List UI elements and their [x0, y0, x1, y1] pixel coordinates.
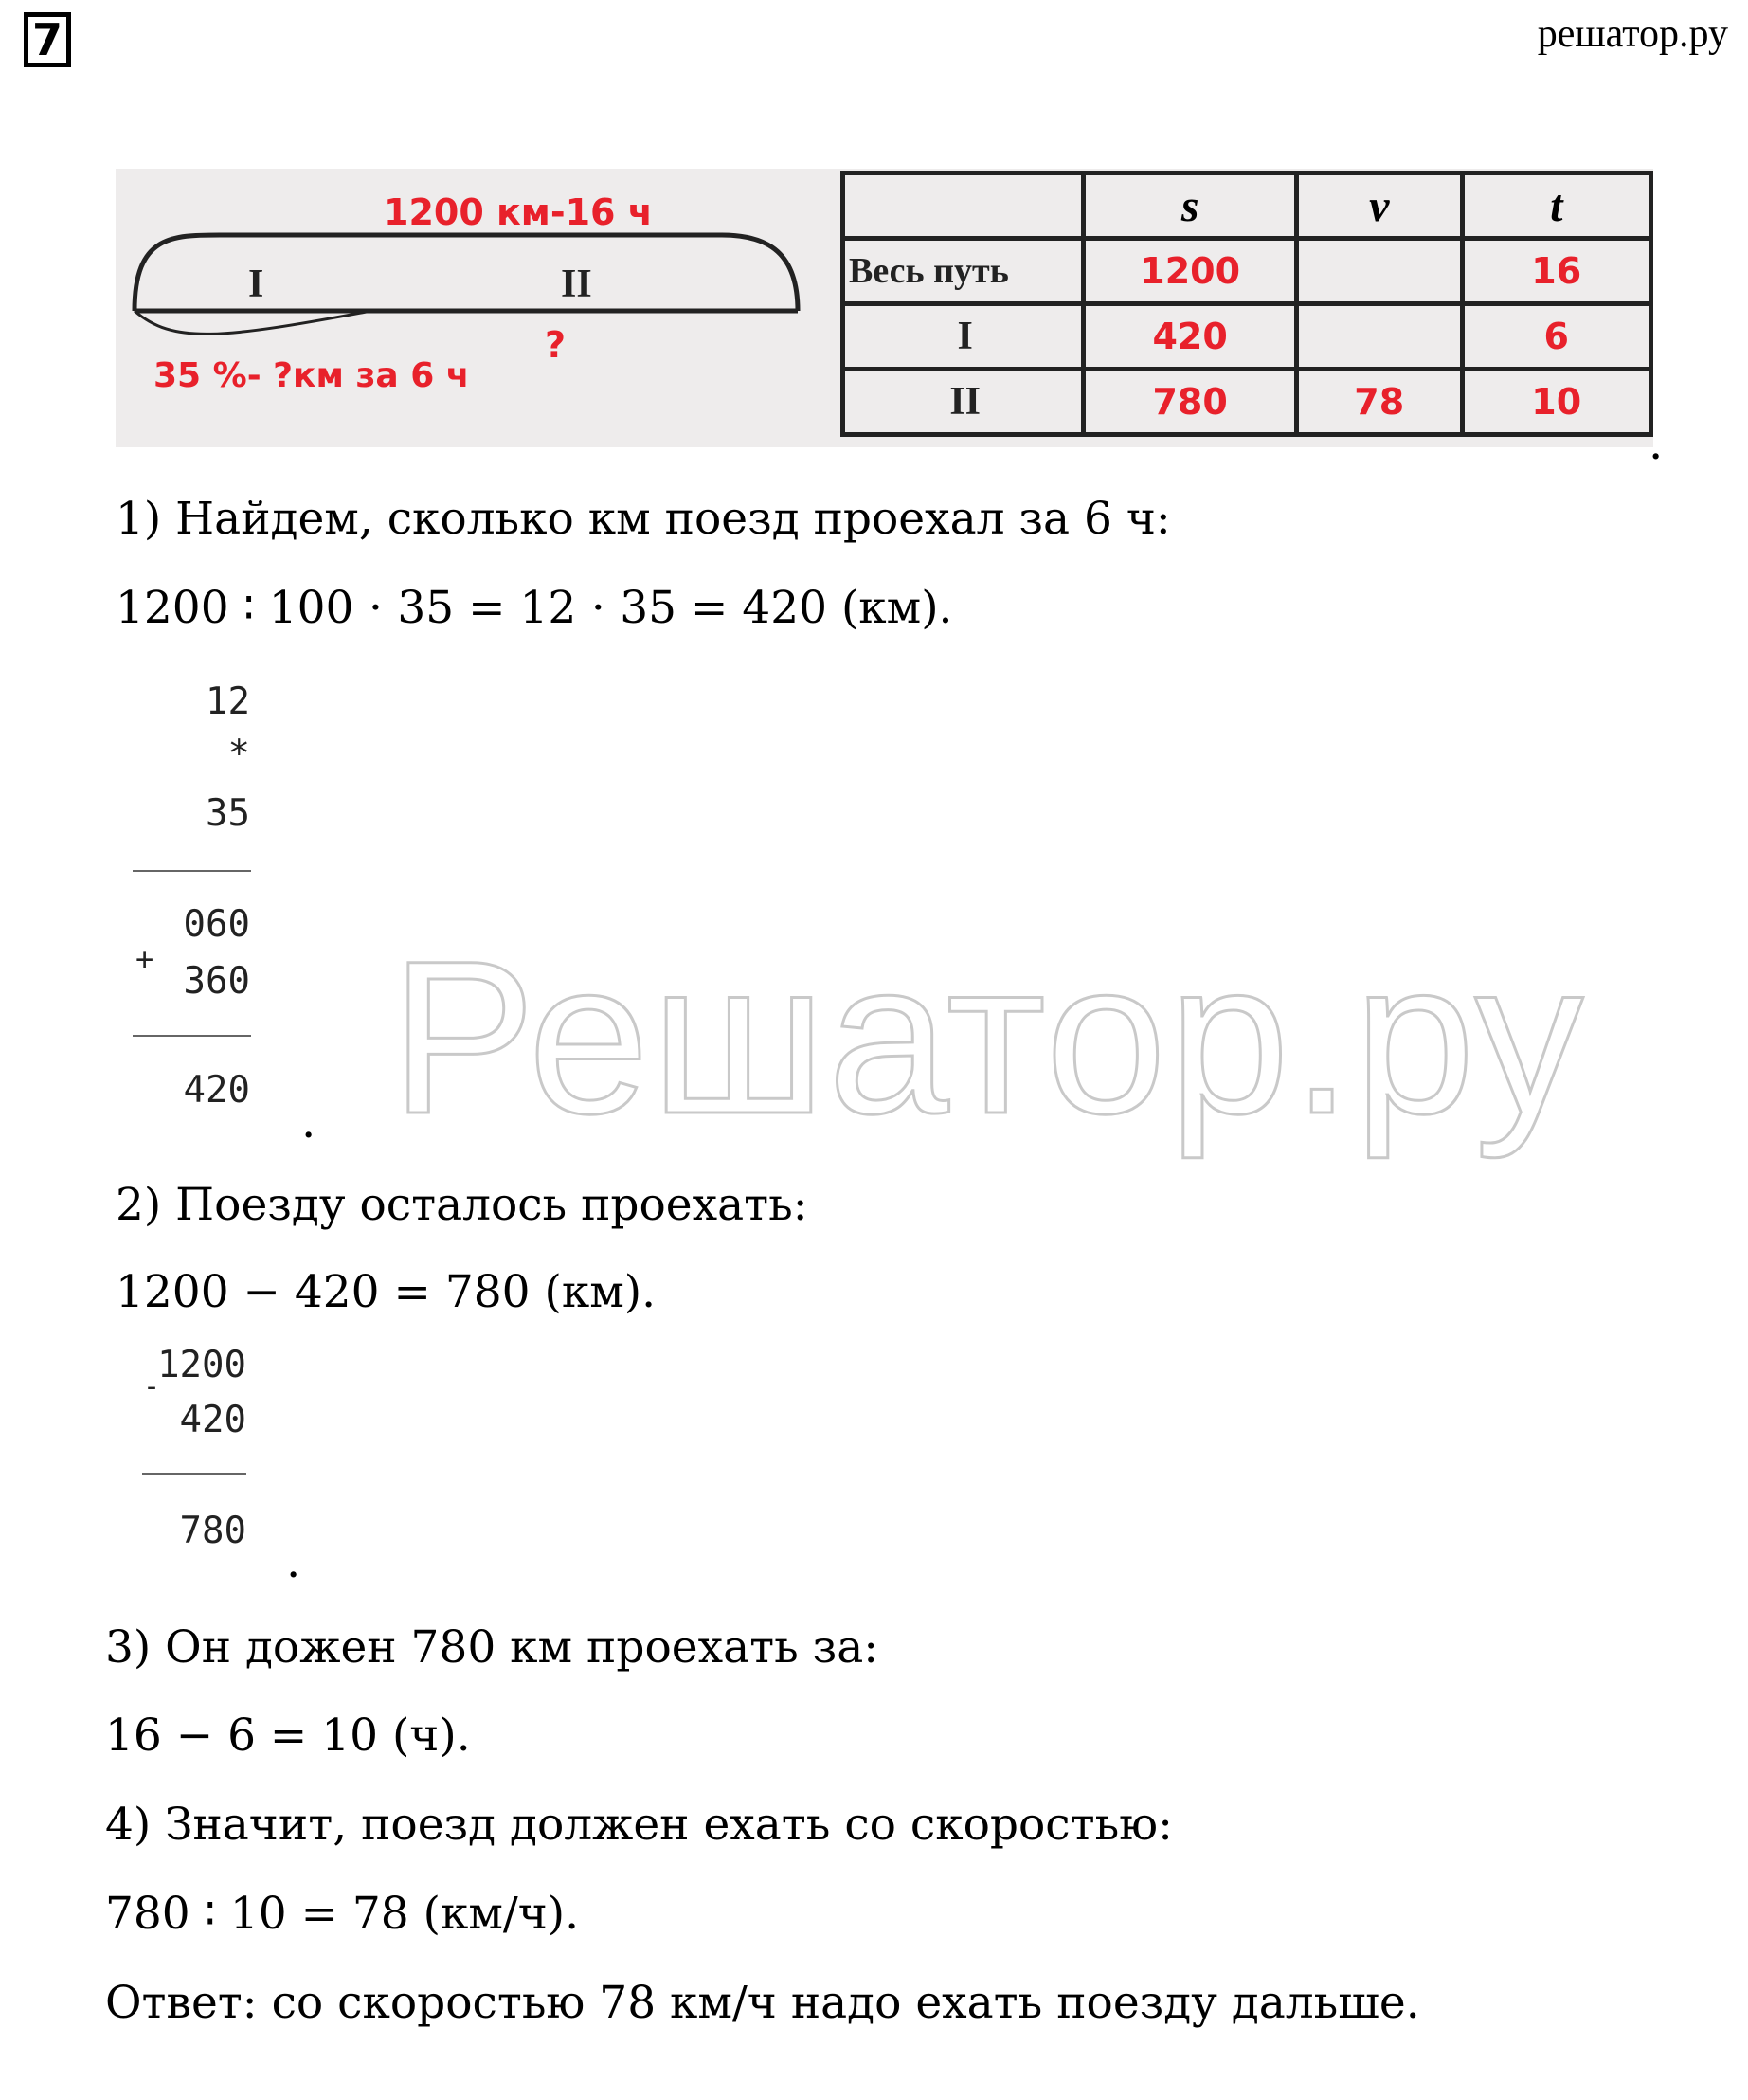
- site-name[interactable]: решатор.ру: [1537, 12, 1728, 56]
- task-number-box: 7: [24, 12, 71, 67]
- row-label: II: [843, 370, 1084, 435]
- table-row: [843, 239, 1651, 304]
- table-row: [843, 370, 1651, 435]
- total-label: 1200 км-16 ч: [384, 191, 653, 233]
- table-corner-cell: [843, 173, 1084, 239]
- mult-dot: .: [301, 1095, 316, 1149]
- mult-rule-2: [133, 1035, 251, 1037]
- watermark: Решатор.ру: [390, 915, 1586, 1159]
- step-1-expression: 1200 ∶ 100 ⋅ 35 = 12 ⋅ 35 = 420 (км).: [116, 582, 953, 634]
- scheme-image: [116, 169, 1653, 447]
- mult-factor-b: 35: [206, 792, 250, 835]
- mult-plus: +: [135, 941, 154, 977]
- row-label: I: [843, 304, 1084, 370]
- sub-result: 780: [179, 1510, 246, 1552]
- part-one-numeral: I: [248, 262, 264, 306]
- table-row: [843, 304, 1651, 370]
- step-3-text: 3) Он дожен 780 км проехать за:: [105, 1621, 879, 1674]
- cell-v: [1296, 239, 1462, 304]
- mult-rule-1: [133, 870, 251, 872]
- step-2-text: 2) Поезду осталось проехать:: [116, 1179, 808, 1231]
- scheme-end-dot: .: [1649, 417, 1664, 470]
- cell-v: 78: [1296, 370, 1462, 435]
- step-4-expression: 780 ∶ 10 = 78 (км/ч).: [105, 1888, 580, 1940]
- total-brace: [135, 235, 798, 311]
- cell-s: 420: [1084, 304, 1297, 370]
- sub-minuend: 1200: [157, 1344, 246, 1386]
- row-label: Весь путь: [843, 239, 1084, 304]
- cell-s: 780: [1084, 370, 1297, 435]
- sub-rule: [142, 1473, 246, 1475]
- mult-partial-2: 360: [183, 960, 250, 1003]
- motion-table: [840, 171, 1653, 437]
- mult-result: 420: [183, 1069, 250, 1112]
- step-3-expression: 16 − 6 = 10 (ч).: [105, 1710, 471, 1762]
- part-one-brace: [135, 311, 371, 334]
- step-2-expression: 1200 − 420 = 780 (км).: [116, 1266, 657, 1318]
- question-mark: ?: [545, 324, 567, 366]
- step-1-text: 1) Найдем, сколько км поезд проехал за 6 ч:: [116, 493, 1171, 545]
- part-two-numeral: II: [561, 262, 592, 306]
- table-header-row: [843, 173, 1651, 239]
- part-one-label: 35 %- ?км за 6 ч: [153, 356, 470, 395]
- header-s: s: [1084, 173, 1297, 239]
- mult-factor-a: 12: [206, 680, 250, 723]
- header-t: t: [1462, 173, 1651, 239]
- cell-v: [1296, 304, 1462, 370]
- sub-operator: -: [143, 1370, 161, 1403]
- cell-s: 1200: [1084, 239, 1297, 304]
- sub-dot: .: [286, 1535, 301, 1588]
- header-v: v: [1296, 173, 1462, 239]
- cell-t: 10: [1462, 370, 1651, 435]
- cell-t: 6: [1462, 304, 1651, 370]
- answer-text: Ответ: со скоростью 78 км/ч надо ехать поезду дальше.: [105, 1977, 1420, 2029]
- mult-operator: *: [227, 733, 250, 775]
- step-4-text: 4) Значит, поезд должен ехать со скоростью:: [105, 1799, 1173, 1851]
- mult-partial-1: 060: [183, 903, 250, 946]
- cell-t: 16: [1462, 239, 1651, 304]
- sub-subtrahend: 420: [179, 1399, 246, 1441]
